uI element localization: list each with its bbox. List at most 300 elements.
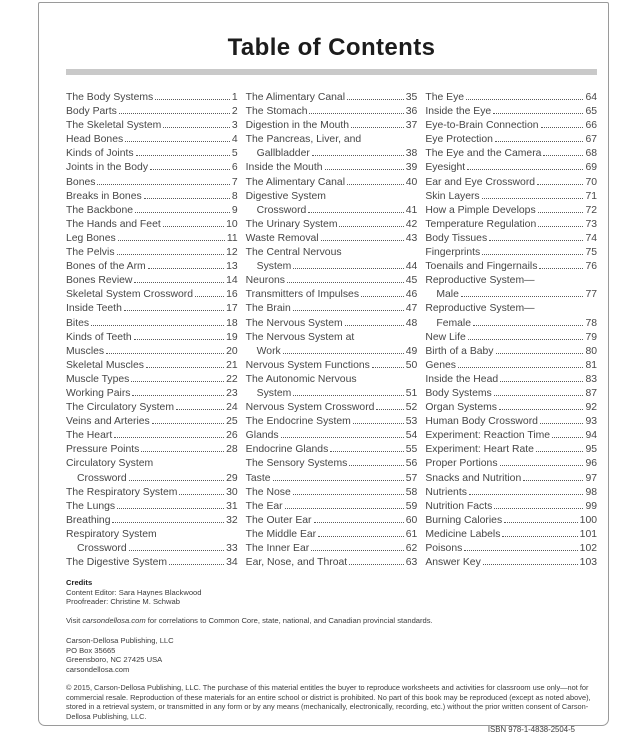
toc-entry (66, 501, 238, 515)
toc-entry-title: Reproductive System— (425, 303, 535, 315)
toc-entry-title: Eye Protection (425, 134, 493, 146)
toc-entry-page: 29 (226, 472, 238, 484)
toc-entry-page: 81 (585, 359, 598, 371)
dot-leader (347, 183, 404, 185)
dot-leader (543, 154, 583, 156)
credits-line: Proofreader: Christine M. Schwab (66, 597, 180, 607)
toc-entry-page: 21 (226, 359, 238, 371)
dot-leader (330, 450, 404, 452)
toc-entry-page: 1 (231, 92, 238, 103)
toc-entry (66, 106, 238, 120)
dot-leader (281, 436, 404, 438)
toc-entry-title: The Middle Ear (245, 528, 317, 540)
dot-leader (117, 253, 225, 255)
dot-leader (169, 563, 224, 565)
toc-entry (246, 416, 418, 430)
dot-leader (163, 225, 224, 227)
dot-leader (293, 493, 404, 495)
toc-entry-page: 60 (405, 514, 418, 526)
dot-leader (504, 521, 578, 523)
toc-entry (246, 557, 418, 571)
toc-entry-page: 51 (405, 387, 418, 399)
toc-entry (66, 162, 238, 176)
toc-entry-title: Crossword (77, 472, 127, 484)
dot-leader (347, 98, 404, 100)
toc-entry (246, 177, 418, 191)
dot-leader (131, 380, 224, 382)
toc-entry-page: 26 (226, 430, 238, 442)
toc-entry-title: Endocrine Glands (245, 444, 329, 456)
toc-entry-page: 8 (231, 190, 238, 202)
publisher-website: carsondellosa.com (82, 615, 146, 625)
toc-entry-title: The Heart (66, 430, 113, 442)
toc-entry-page: 50 (405, 359, 418, 371)
toc-entry-title: Fingerprints (425, 247, 481, 259)
toc-entry-page: 47 (405, 303, 418, 315)
dot-leader (493, 112, 583, 114)
toc-entry (425, 543, 597, 557)
toc-entry-title: The Brain (245, 303, 291, 315)
toc-entry-title: The Urinary System (245, 218, 338, 230)
toc-entry-title: Head Bones (66, 134, 124, 146)
toc-entry-title: The Autonomic Nervous (245, 373, 357, 385)
toc-entry-page: 83 (585, 373, 598, 385)
isbn: ISBN 978-1-4838-2504-5 (487, 724, 575, 734)
page-content (39, 34, 608, 734)
dot-leader (117, 507, 224, 509)
toc-entry-page: 3 (231, 120, 238, 132)
toc-entry-title: Nervous System Functions (245, 359, 370, 371)
toc-entry-title: The Pancreas, Liver, and (245, 134, 362, 146)
dot-leader (118, 239, 225, 241)
toc-entry-continuation (246, 388, 418, 402)
toc-entry-title: Male (436, 289, 459, 301)
toc-entry-title: Veins and Arteries (66, 416, 150, 428)
toc-entry-title: Toenails and Fingernails (425, 261, 538, 273)
toc-entry (425, 360, 597, 374)
toc-entry (425, 92, 597, 106)
dot-leader (541, 126, 584, 128)
dot-leader (500, 464, 584, 466)
toc-entry-page: 61 (405, 528, 418, 540)
toc-entry (66, 402, 238, 416)
toc-columns (66, 92, 597, 571)
toc-entry-title: Bones Review (66, 275, 133, 287)
toc-entry (246, 543, 418, 557)
toc-entry-page: 45 (405, 275, 418, 287)
toc-entry-title: The Hands and Feet (66, 218, 161, 230)
toc-entry-page: 36 (405, 106, 418, 118)
publisher-name: Carson-Dellosa Publishing, LLC (66, 635, 174, 645)
dot-leader (494, 394, 584, 396)
toc-entry-page: 55 (405, 444, 418, 456)
dot-leader (283, 352, 404, 354)
toc-entry-title: The Alimentary Canal (245, 92, 346, 103)
dot-leader (353, 422, 404, 424)
toc-entry (66, 303, 238, 317)
credits-line: Content Editor: Sara Haynes Blackwood (66, 587, 202, 597)
toc-entry-title: The Digestive System (66, 557, 168, 569)
toc-entry-title: Body Systems (425, 387, 492, 399)
toc-entry-page: 20 (226, 345, 238, 357)
toc-entry-title: Skeletal Muscles (66, 359, 144, 371)
toc-entry-title: System (256, 261, 292, 273)
dot-leader (106, 352, 224, 354)
dot-leader (469, 493, 584, 495)
toc-entry-page: 96 (585, 458, 598, 470)
toc-entry (246, 120, 418, 134)
toc-entry-page: 100 (579, 514, 598, 526)
dot-leader (129, 549, 224, 551)
toc-entry (66, 360, 238, 374)
toc-entry-page: 92 (585, 402, 598, 414)
toc-entry-page: 74 (585, 232, 598, 244)
toc-entry-title: Inside Teeth (66, 303, 122, 315)
dot-leader (146, 366, 224, 368)
toc-entry (66, 318, 238, 332)
toc-entry (246, 219, 418, 233)
toc-entry-title: The Backbone (66, 204, 134, 216)
dot-leader (349, 563, 404, 565)
toc-entry-title: Transmitters of Impulses (245, 289, 360, 301)
toc-entry-title: Nutrition Facts (425, 500, 493, 512)
toc-entry-page: 64 (585, 92, 598, 103)
toc-entry-continuation (425, 289, 597, 303)
toc-entry-page: 13 (226, 261, 238, 273)
toc-entry (66, 430, 238, 444)
dot-leader (179, 493, 224, 495)
toc-entry-page: 17 (226, 303, 238, 315)
dot-leader (309, 112, 403, 114)
toc-entry-title: Nervous System Crossword (245, 402, 375, 414)
toc-entry-page: 4 (231, 134, 238, 146)
toc-entry-page: 11 (226, 232, 238, 244)
standards-note (66, 616, 597, 625)
toc-entry (425, 332, 597, 346)
toc-entry-title: Ear, Nose, and Throat (245, 557, 348, 569)
toc-entry-title: Snacks and Nutrition (425, 472, 522, 484)
dot-leader (372, 366, 404, 368)
toc-entry-title: Crossword (256, 204, 307, 216)
toc-entry-title: Body Tissues (425, 232, 488, 244)
toc-entry-title: Inside the Eye (425, 106, 492, 118)
dot-leader (91, 324, 224, 326)
toc-entry-title: The Skeletal System (66, 120, 162, 132)
toc-entry (425, 261, 597, 275)
toc-entry-page: 77 (585, 289, 598, 301)
toc-entry (425, 346, 597, 360)
toc-entry-title: The Respiratory System (66, 486, 178, 498)
dot-leader (312, 154, 404, 156)
dot-leader (339, 225, 403, 227)
toc-entry (246, 191, 418, 205)
toc-entry (425, 233, 597, 247)
dot-leader (473, 324, 583, 326)
toc-entry (66, 120, 238, 134)
toc-entry-page: 46 (405, 289, 418, 301)
toc-entry (246, 501, 418, 515)
toc-entry-page: 43 (405, 232, 418, 244)
dot-leader (495, 140, 584, 142)
toc-entry-page: 16 (226, 289, 238, 301)
toc-entry-title: Crossword (77, 543, 127, 554)
dot-leader (176, 408, 224, 410)
toc-entry (66, 487, 238, 501)
dot-leader (311, 549, 404, 551)
dot-leader (349, 464, 403, 466)
toc-entry-page: 23 (226, 387, 238, 399)
toc-entry-page: 76 (585, 261, 598, 273)
toc-entry-title: The Nervous System at (245, 331, 355, 343)
toc-entry (246, 529, 418, 543)
toc-entry-page: 68 (585, 148, 598, 160)
toc-entry-title: Skin Layers (425, 190, 480, 202)
toc-entry-page: 30 (226, 486, 238, 498)
toc-entry-title: The Pelvis (66, 247, 115, 259)
toc-entry (425, 106, 597, 120)
dot-leader (112, 521, 224, 523)
toc-entry-page: 33 (226, 543, 238, 554)
toc-entry (246, 318, 418, 332)
toc-entry-title: Pressure Points (66, 444, 140, 456)
toc-entry-page: 25 (226, 416, 238, 428)
toc-entry (246, 473, 418, 487)
toc-entry-page: 72 (585, 204, 598, 216)
toc-entry-page: 65 (585, 106, 598, 118)
dot-leader (523, 479, 583, 481)
toc-entry-page: 56 (405, 458, 418, 470)
toc-entry-page: 101 (579, 528, 598, 540)
page-title: Table of Contents (227, 34, 436, 61)
toc-entry-title: Respiratory System (66, 528, 157, 540)
dot-leader (321, 239, 404, 241)
dot-leader (119, 112, 230, 114)
toc-entry (425, 177, 597, 191)
toc-entry-title: Body Parts (66, 106, 117, 118)
toc-entry-continuation (425, 318, 597, 332)
dot-leader (293, 394, 403, 396)
dot-leader (308, 211, 403, 213)
toc-entry-title: Nutrients (425, 486, 467, 498)
toc-entry-page: 32 (226, 514, 238, 526)
toc-entry-page: 62 (405, 543, 418, 554)
toc-entry (425, 515, 597, 529)
toc-entry-page: 39 (405, 162, 418, 174)
dot-leader (468, 338, 584, 340)
toc-entry-title: Gallbladder (256, 148, 310, 160)
toc-entry-title: Eyesight (425, 162, 466, 174)
toc-entry-title: Temperature Regulation (425, 218, 537, 230)
toc-entry-page: 31 (226, 500, 238, 512)
toc-entry-title: Neurons (245, 275, 285, 287)
toc-entry-title: Skeletal System Crossword (66, 289, 194, 301)
toc-entry (425, 205, 597, 219)
dot-leader (97, 183, 229, 185)
toc-entry-page: 6 (231, 162, 238, 174)
toc-entry (425, 416, 597, 430)
dot-leader (141, 450, 224, 452)
credits-heading: Credits (66, 578, 93, 588)
toc-entry-page: 102 (579, 543, 598, 554)
dot-leader (458, 366, 583, 368)
toc-entry-page: 14 (226, 275, 238, 287)
dot-leader (152, 422, 224, 424)
toc-entry-page: 57 (405, 472, 418, 484)
toc-entry-page: 78 (585, 317, 598, 329)
toc-entry-page: 73 (585, 218, 598, 230)
toc-entry-title: Poisons (425, 543, 463, 554)
toc-entry (66, 261, 238, 275)
toc-entry-title: Organ Systems (425, 402, 497, 414)
toc-entry-title: The Endocrine System (245, 416, 351, 428)
toc-entry-page: 35 (405, 92, 418, 103)
toc-entry-title: Ear and Eye Crossword (425, 176, 536, 188)
toc-entry (425, 134, 597, 148)
toc-entry-title: The Eye and the Camera (425, 148, 542, 160)
toc-entry (66, 444, 238, 458)
dot-leader (537, 183, 583, 185)
toc-entry-title: Bones (66, 176, 96, 188)
toc-entry-page: 48 (405, 317, 418, 329)
dot-leader (552, 436, 583, 438)
toc-entry (425, 374, 597, 388)
toc-entry-continuation (246, 148, 418, 162)
dot-leader (467, 168, 583, 170)
dot-leader (538, 225, 583, 227)
toc-entry-page: 5 (231, 148, 238, 160)
toc-entry-title: Digestion in the Mouth (245, 120, 350, 132)
toc-entry (425, 191, 597, 205)
toc-entry-title: Burning Calories (425, 514, 503, 526)
toc-entry-page: 95 (585, 444, 598, 456)
toc-entry-page: 59 (405, 500, 418, 512)
toc-entry-page: 19 (226, 331, 238, 343)
toc-entry (425, 557, 597, 571)
title-divider-rule (66, 69, 597, 75)
toc-entry-page: 34 (226, 557, 238, 569)
toc-entry-page: 9 (231, 204, 238, 216)
toc-column (425, 92, 597, 571)
toc-entry-page: 70 (585, 176, 598, 188)
dot-leader (466, 98, 583, 100)
toc-entry (246, 106, 418, 120)
toc-entry (425, 501, 597, 515)
credits-section (66, 578, 597, 607)
dot-leader (195, 295, 224, 297)
toc-entry-title: Muscle Types (66, 373, 130, 385)
dot-leader (540, 422, 584, 424)
toc-entry-continuation (246, 261, 418, 275)
toc-entry-title: Work (256, 345, 281, 357)
dot-leader (136, 154, 230, 156)
dot-leader (273, 479, 404, 481)
toc-entry (425, 487, 597, 501)
toc-entry (246, 247, 418, 261)
toc-entry-title: The Lungs (66, 500, 116, 512)
toc-entry-page: 18 (226, 317, 238, 329)
toc-entry (66, 92, 238, 106)
toc-entry-page: 69 (585, 162, 598, 174)
toc-entry-page: 99 (585, 500, 598, 512)
toc-entry-title: Bones of the Arm (66, 261, 146, 273)
dot-leader (499, 408, 584, 410)
dot-leader (482, 253, 583, 255)
toc-entry (246, 92, 418, 106)
publisher-address (66, 636, 597, 674)
toc-entry-title: The Body Systems (66, 92, 154, 103)
toc-entry-page: 28 (226, 444, 238, 456)
toc-entry-page: 12 (226, 247, 238, 259)
toc-entry (425, 473, 597, 487)
toc-entry-page: 103 (579, 557, 598, 569)
dot-leader (129, 479, 224, 481)
toc-entry (66, 191, 238, 205)
toc-entry (425, 529, 597, 543)
dot-leader (114, 436, 224, 438)
toc-entry (425, 458, 597, 472)
toc-entry-title: Female (436, 317, 471, 329)
toc-entry (246, 332, 418, 346)
toc-entry-title: Birth of a Baby (425, 345, 494, 357)
toc-column (246, 92, 418, 571)
toc-entry-title: Joints in the Body (66, 162, 149, 174)
dot-leader (494, 507, 583, 509)
dot-leader (285, 507, 404, 509)
toc-entry (425, 303, 597, 317)
toc-entry (246, 162, 418, 176)
toc-entry-page: 10 (226, 218, 238, 230)
dot-leader (464, 549, 577, 551)
toc-entry-page: 49 (405, 345, 418, 357)
toc-entry (246, 360, 418, 374)
toc-entry-continuation (66, 473, 238, 487)
dot-leader (148, 267, 224, 269)
toc-entry-title: Answer Key (425, 557, 481, 569)
toc-entry-page: 38 (405, 148, 418, 160)
toc-entry-continuation (246, 205, 418, 219)
dot-leader (482, 197, 584, 199)
toc-entry-page: 98 (585, 486, 598, 498)
toc-entry (246, 430, 418, 444)
toc-entry-title: Eye-to-Brain Connection (425, 120, 539, 132)
toc-entry (246, 275, 418, 289)
toc-entry-title: Breaks in Bones (66, 190, 142, 202)
toc-entry (425, 444, 597, 458)
toc-entry (66, 346, 238, 360)
toc-entry-title: Kinds of Teeth (66, 331, 132, 343)
dot-leader (351, 126, 404, 128)
toc-entry-page: 24 (226, 402, 238, 414)
toc-entry (246, 374, 418, 388)
toc-entry (425, 402, 597, 416)
dot-leader (345, 324, 404, 326)
toc-entry-page: 58 (405, 486, 418, 498)
toc-entry (66, 289, 238, 303)
standards-note-suffix: for correlations to Common Core, state, national, and Canadian provincial standards. (145, 615, 433, 625)
toc-entry-page: 53 (405, 416, 418, 428)
toc-entry-title: The Central Nervous (245, 247, 342, 259)
toc-entry-title: New Life (425, 331, 466, 343)
dot-leader (150, 168, 230, 170)
toc-entry-title: How a Pimple Develops (425, 204, 536, 216)
dot-leader (293, 309, 404, 311)
dot-leader (361, 295, 404, 297)
toc-entry (246, 458, 418, 472)
toc-entry (66, 205, 238, 219)
toc-entry-title: Inside the Head (425, 373, 499, 385)
toc-entry-title: The Inner Ear (245, 543, 310, 554)
toc-entry-title: The Ear (245, 500, 283, 512)
